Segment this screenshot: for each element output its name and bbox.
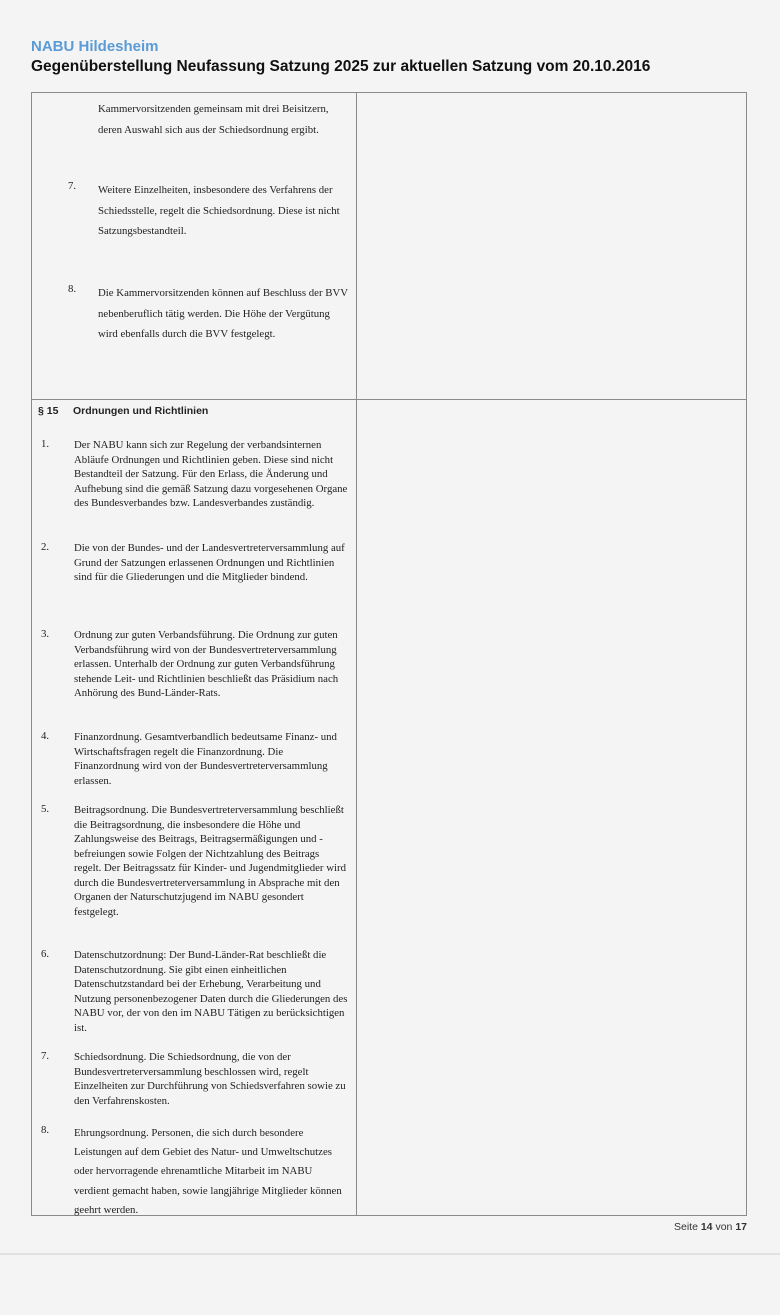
list-item-number: 5. [41,803,50,815]
list-item-text: Datenschutzordnung: Der Bund-Länder-Rat beschließt die Datenschutzordnung. Sie gibt einen einheitlichen Datenschutzstandard bei der Erhebung, Verarbeitung und Nutzung personenbezogener Daten durch die Gliederungen des NABU vor, der von den im NABU Tätigen zu berücksichtigen ist. [74,949,348,1034]
list-item-text: Der NABU kann sich zur Regelung der verbandsinternen Abläufe Ordnungen und Richtlinien geben. Diese sind nicht Bestandteil der Satzung. Für den Erlass, die Änderung und Aufhebung sind die gemäß Satzung dazu vorgesehenen Organe des Bundesverbandes bzw. Landesverbandes zuständig. [74,439,348,509]
list-item-text: Die Kammervorsitzenden können auf Beschluss der BVV nebenberuflich tätig werden. Die Höhe der Vergütung wird ebenfalls durch die BVV festgelegt. [98,287,348,341]
section-number: § 15 [38,405,59,417]
document-title: Gegenüberstellung Neufassung Satzung 2025 zur aktuellen Satzung vom 20.10.2016 [31,58,651,75]
list-item-number: 6. [41,948,50,960]
list-item-number: 3. [41,628,50,640]
list-item-number: 1. [41,438,50,450]
page-separator: von [715,1221,733,1233]
section-heading [38,405,208,417]
list-item-text: Beitragsordnung. Die Bundesvertreterversammlung beschließt die Beitragsordnung, die insbesondere die Höhe und Zahlungsweise des Beitrags, Beitragsermäßigungen und -befreiungen sowie Folgen der Nichtzahlung des Beitrags regelt. Der Beitragssatz für Kinder- und Jugendmitglieder wird durch die Bundesvertreterversammlung in Absprache mit den Organen der Naturschutzjugend im NABU gesondert festgelegt. [74,804,347,918]
section-title: Ordnungen und Richtlinien [73,405,209,417]
page-number [674,1221,747,1233]
list-item-text: Finanzordnung. Gesamtverbandlich bedeutsame Finanz- und Wirtschaftsfragen regelt die Finanzordnung. Die Finanzordnung wird von der Bundesvertreterversammlung erlassen. [74,731,337,787]
list-item-number: 2. [41,541,50,553]
bottom-divider [0,1253,780,1255]
organization-name: NABU Hildesheim [31,38,159,55]
total-pages: 17 [735,1221,747,1233]
list-item-number: 4. [41,730,50,742]
list-item-text: Weitere Einzelheiten, insbesondere des Verfahrens der Schiedsstelle, regelt die Schiedsordnung. Diese ist nicht Satzungsbestandteil. [98,184,340,238]
current-page: 14 [700,1221,713,1233]
list-item-number: 8. [41,1124,50,1136]
list-item-number: 8. [68,283,77,295]
comparison-table [31,92,747,1216]
page-label: Seite [673,1221,698,1233]
left-cell-continuation [32,93,356,399]
list-item-number: 7. [68,180,77,192]
list-item-text: Ordnung zur guten Verbandsführung. Die Ordnung zur guten Verbandsführung wird von der Bundesvertreterversammlung erlassen. Unterhalb der Ordnung zur guten Verbandsführung stehende Leit- und Richtlinien beschließt das Präsidium nach Anhörung des Bund-Länder-Rats. [74,629,339,699]
list-item-text: Schiedsordnung. Die Schiedsordnung, die von der Bundesvertreterversammlung beschlossen wird, regelt Einzelheiten zur Durchführung von Schiedsverfahren sowie zu den Verfahrenskosten. [74,1051,346,1107]
left-cell-section-15 [32,400,356,1215]
list-item-number: 7. [41,1050,50,1062]
list-item-text: Ehrungsordnung. Personen, die sich durch besondere Leistungen auf dem Gebiet des Natur- und Umweltschutzes oder hervorragende ehrenamtliche Mitarbeit im NABU verdient gemacht haben, sowie langjährige Mitglieder können geehrt werden. [74,1127,342,1216]
list-item-text: Kammervorsitzenden gemeinsam mit drei Beisitzern, deren Auswahl sich aus der Schiedsordnung ergibt. [98,103,329,136]
column-divider [356,93,357,1215]
list-item-text: Die von der Bundes- und der Landesvertreterversammlung auf Grund der Satzungen erlassenen Ordnungen und Richtlinien sind für die Gliederungen und die Mitglieder bindend. [74,542,345,583]
